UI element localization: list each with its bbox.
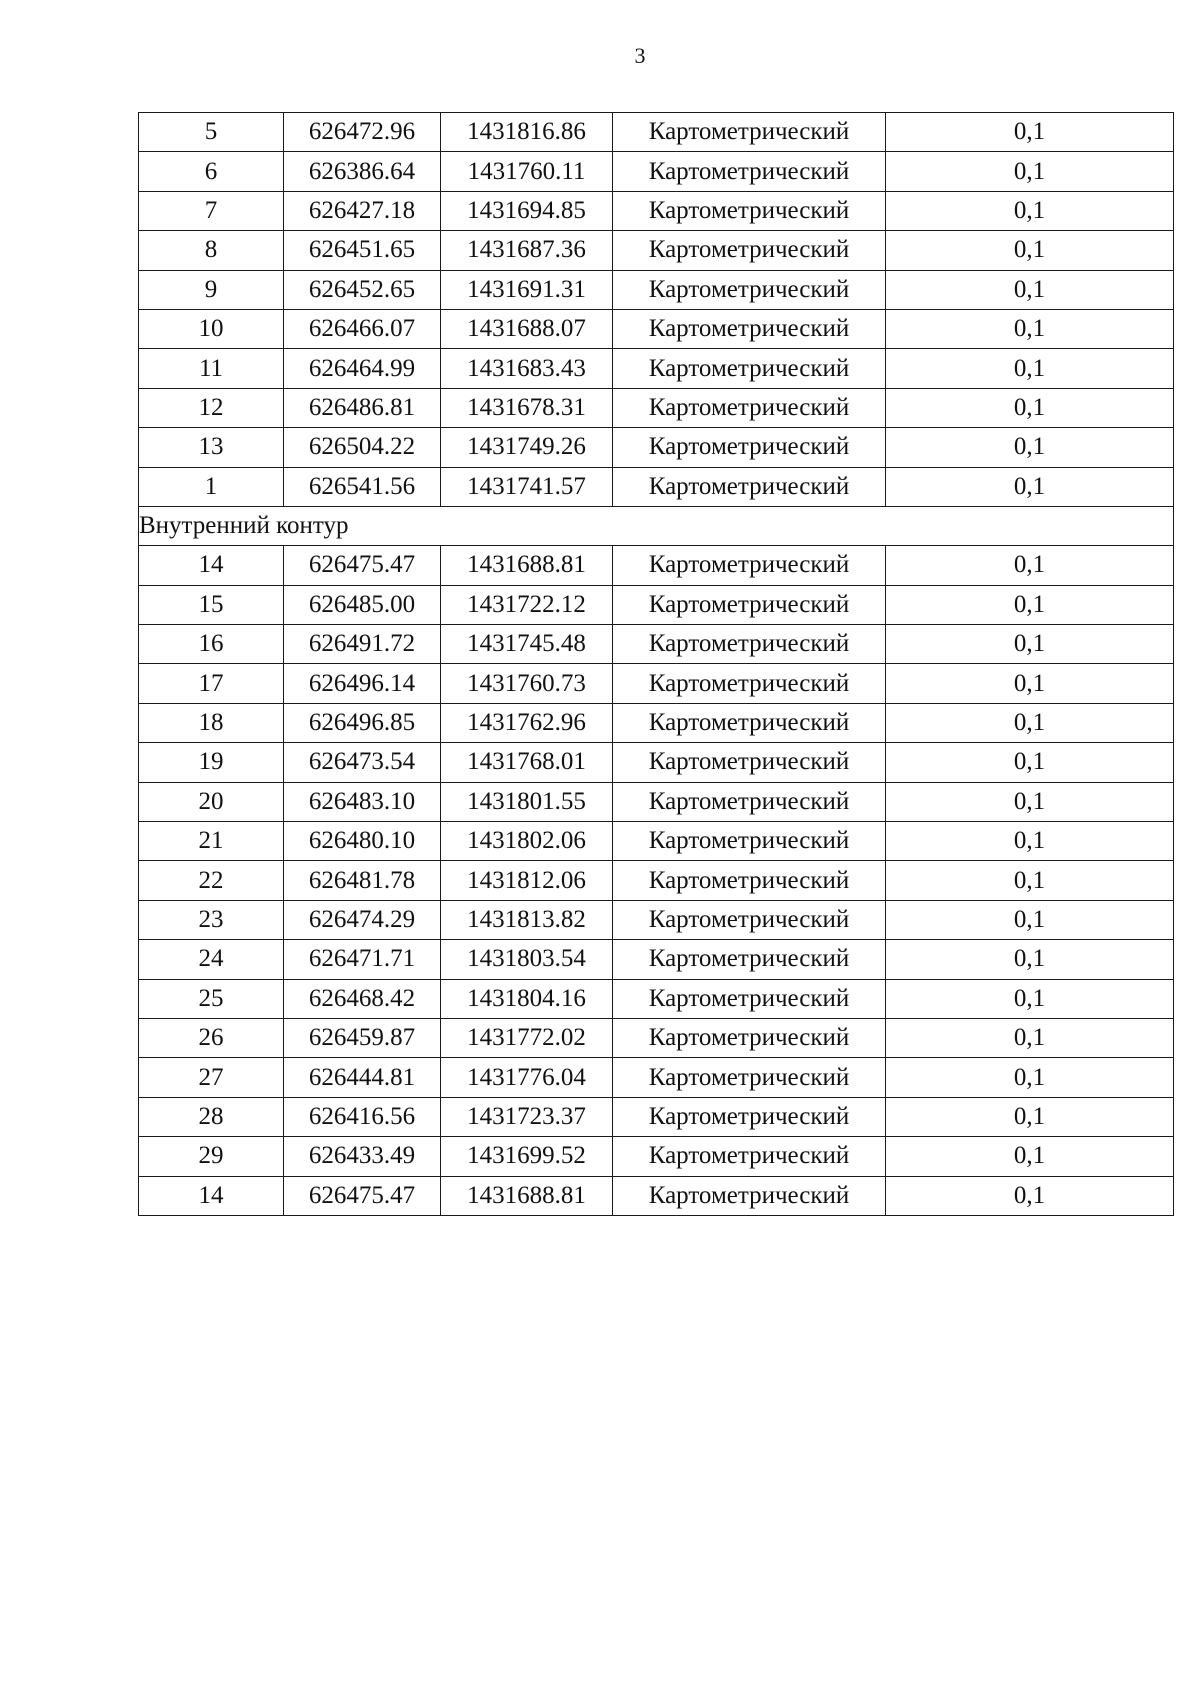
accuracy-cell: 0,1 bbox=[886, 388, 1174, 427]
method-cell: Картометрический bbox=[613, 664, 886, 703]
y-coordinate-cell: 1431694.85 bbox=[441, 191, 613, 230]
y-coordinate-cell: 1431687.36 bbox=[441, 231, 613, 270]
y-coordinate-cell: 1431678.31 bbox=[441, 388, 613, 427]
table-row bbox=[139, 1097, 1174, 1136]
point-number-cell: 14 bbox=[139, 1176, 284, 1215]
accuracy-cell: 0,1 bbox=[886, 979, 1174, 1018]
section-header-row bbox=[139, 506, 1174, 545]
accuracy-cell: 0,1 bbox=[886, 428, 1174, 467]
x-coordinate-cell: 626444.81 bbox=[284, 1058, 441, 1097]
accuracy-cell: 0,1 bbox=[886, 743, 1174, 782]
method-cell: Картометрический bbox=[613, 900, 886, 939]
method-cell: Картометрический bbox=[613, 861, 886, 900]
table-row bbox=[139, 1176, 1174, 1215]
point-number-cell: 1 bbox=[139, 467, 284, 506]
y-coordinate-cell: 1431745.48 bbox=[441, 625, 613, 664]
method-cell: Картометрический bbox=[613, 1097, 886, 1136]
method-cell: Картометрический bbox=[613, 1058, 886, 1097]
point-number-cell: 22 bbox=[139, 861, 284, 900]
y-coordinate-cell: 1431760.73 bbox=[441, 664, 613, 703]
point-number-cell: 18 bbox=[139, 703, 284, 742]
table-row bbox=[139, 388, 1174, 427]
x-coordinate-cell: 626475.47 bbox=[284, 1176, 441, 1215]
accuracy-cell: 0,1 bbox=[886, 152, 1174, 191]
point-number-cell: 26 bbox=[139, 1018, 284, 1057]
point-number-cell: 8 bbox=[139, 231, 284, 270]
x-coordinate-cell: 626471.71 bbox=[284, 940, 441, 979]
point-number-cell: 23 bbox=[139, 900, 284, 939]
method-cell: Картометрический bbox=[613, 270, 886, 309]
x-coordinate-cell: 626491.72 bbox=[284, 625, 441, 664]
method-cell: Картометрический bbox=[613, 388, 886, 427]
y-coordinate-cell: 1431683.43 bbox=[441, 349, 613, 388]
x-coordinate-cell: 626452.65 bbox=[284, 270, 441, 309]
accuracy-cell: 0,1 bbox=[886, 546, 1174, 585]
method-cell: Картометрический bbox=[613, 467, 886, 506]
table-row bbox=[139, 664, 1174, 703]
table-row bbox=[139, 231, 1174, 270]
x-coordinate-cell: 626459.87 bbox=[284, 1018, 441, 1057]
table-row bbox=[139, 940, 1174, 979]
table-row bbox=[139, 1018, 1174, 1057]
x-coordinate-cell: 626541.56 bbox=[284, 467, 441, 506]
point-number-cell: 20 bbox=[139, 782, 284, 821]
table-row bbox=[139, 782, 1174, 821]
accuracy-cell: 0,1 bbox=[886, 349, 1174, 388]
method-cell: Картометрический bbox=[613, 191, 886, 230]
method-cell: Картометрический bbox=[613, 822, 886, 861]
table-row bbox=[139, 979, 1174, 1018]
x-coordinate-cell: 626466.07 bbox=[284, 309, 441, 348]
method-cell: Картометрический bbox=[613, 152, 886, 191]
method-cell: Картометрический bbox=[613, 113, 886, 152]
accuracy-cell: 0,1 bbox=[886, 822, 1174, 861]
accuracy-cell: 0,1 bbox=[886, 664, 1174, 703]
point-number-cell: 21 bbox=[139, 822, 284, 861]
point-number-cell: 10 bbox=[139, 309, 284, 348]
table-row bbox=[139, 585, 1174, 624]
y-coordinate-cell: 1431801.55 bbox=[441, 782, 613, 821]
x-coordinate-cell: 626474.29 bbox=[284, 900, 441, 939]
x-coordinate-cell: 626480.10 bbox=[284, 822, 441, 861]
x-coordinate-cell: 626496.85 bbox=[284, 703, 441, 742]
outer-contour-rows bbox=[139, 113, 1174, 507]
accuracy-cell: 0,1 bbox=[886, 309, 1174, 348]
x-coordinate-cell: 626481.78 bbox=[284, 861, 441, 900]
accuracy-cell: 0,1 bbox=[886, 940, 1174, 979]
table-row bbox=[139, 113, 1174, 152]
y-coordinate-cell: 1431768.01 bbox=[441, 743, 613, 782]
method-cell: Картометрический bbox=[613, 585, 886, 624]
y-coordinate-cell: 1431741.57 bbox=[441, 467, 613, 506]
method-cell: Картометрический bbox=[613, 940, 886, 979]
y-coordinate-cell: 1431688.81 bbox=[441, 1176, 613, 1215]
table-row bbox=[139, 1137, 1174, 1176]
table-row bbox=[139, 703, 1174, 742]
table-row bbox=[139, 1058, 1174, 1097]
method-cell: Картометрический bbox=[613, 428, 886, 467]
point-number-cell: 27 bbox=[139, 1058, 284, 1097]
y-coordinate-cell: 1431803.54 bbox=[441, 940, 613, 979]
point-number-cell: 28 bbox=[139, 1097, 284, 1136]
y-coordinate-cell: 1431813.82 bbox=[441, 900, 613, 939]
y-coordinate-cell: 1431699.52 bbox=[441, 1137, 613, 1176]
accuracy-cell: 0,1 bbox=[886, 1137, 1174, 1176]
point-number-cell: 14 bbox=[139, 546, 284, 585]
point-number-cell: 11 bbox=[139, 349, 284, 388]
point-number-cell: 29 bbox=[139, 1137, 284, 1176]
accuracy-cell: 0,1 bbox=[886, 270, 1174, 309]
point-number-cell: 16 bbox=[139, 625, 284, 664]
x-coordinate-cell: 626475.47 bbox=[284, 546, 441, 585]
method-cell: Картометрический bbox=[613, 1137, 886, 1176]
method-cell: Картометрический bbox=[613, 743, 886, 782]
x-coordinate-cell: 626483.10 bbox=[284, 782, 441, 821]
point-number-cell: 12 bbox=[139, 388, 284, 427]
table-row bbox=[139, 743, 1174, 782]
table-row bbox=[139, 270, 1174, 309]
x-coordinate-cell: 626504.22 bbox=[284, 428, 441, 467]
y-coordinate-cell: 1431760.11 bbox=[441, 152, 613, 191]
coordinates-table bbox=[138, 112, 1174, 1216]
table-row bbox=[139, 152, 1174, 191]
accuracy-cell: 0,1 bbox=[886, 625, 1174, 664]
method-cell: Картометрический bbox=[613, 546, 886, 585]
y-coordinate-cell: 1431762.96 bbox=[441, 703, 613, 742]
method-cell: Картометрический bbox=[613, 1176, 886, 1215]
method-cell: Картометрический bbox=[613, 1018, 886, 1057]
accuracy-cell: 0,1 bbox=[886, 703, 1174, 742]
x-coordinate-cell: 626473.54 bbox=[284, 743, 441, 782]
x-coordinate-cell: 626468.42 bbox=[284, 979, 441, 1018]
method-cell: Картометрический bbox=[613, 309, 886, 348]
point-number-cell: 13 bbox=[139, 428, 284, 467]
accuracy-cell: 0,1 bbox=[886, 861, 1174, 900]
point-number-cell: 6 bbox=[139, 152, 284, 191]
y-coordinate-cell: 1431691.31 bbox=[441, 270, 613, 309]
y-coordinate-cell: 1431688.81 bbox=[441, 546, 613, 585]
point-number-cell: 19 bbox=[139, 743, 284, 782]
table-row bbox=[139, 428, 1174, 467]
accuracy-cell: 0,1 bbox=[886, 1097, 1174, 1136]
y-coordinate-cell: 1431749.26 bbox=[441, 428, 613, 467]
y-coordinate-cell: 1431812.06 bbox=[441, 861, 613, 900]
y-coordinate-cell: 1431816.86 bbox=[441, 113, 613, 152]
point-number-cell: 5 bbox=[139, 113, 284, 152]
y-coordinate-cell: 1431776.04 bbox=[441, 1058, 613, 1097]
y-coordinate-cell: 1431688.07 bbox=[441, 309, 613, 348]
table-row bbox=[139, 861, 1174, 900]
y-coordinate-cell: 1431772.02 bbox=[441, 1018, 613, 1057]
method-cell: Картометрический bbox=[613, 703, 886, 742]
y-coordinate-cell: 1431722.12 bbox=[441, 585, 613, 624]
x-coordinate-cell: 626433.49 bbox=[284, 1137, 441, 1176]
point-number-cell: 24 bbox=[139, 940, 284, 979]
accuracy-cell: 0,1 bbox=[886, 1058, 1174, 1097]
accuracy-cell: 0,1 bbox=[886, 782, 1174, 821]
table-row bbox=[139, 309, 1174, 348]
method-cell: Картометрический bbox=[613, 231, 886, 270]
table-row bbox=[139, 900, 1174, 939]
table-row bbox=[139, 822, 1174, 861]
x-coordinate-cell: 626427.18 bbox=[284, 191, 441, 230]
accuracy-cell: 0,1 bbox=[886, 467, 1174, 506]
accuracy-cell: 0,1 bbox=[886, 113, 1174, 152]
table-row bbox=[139, 467, 1174, 506]
point-number-cell: 25 bbox=[139, 979, 284, 1018]
point-number-cell: 7 bbox=[139, 191, 284, 230]
point-number-cell: 17 bbox=[139, 664, 284, 703]
x-coordinate-cell: 626464.99 bbox=[284, 349, 441, 388]
y-coordinate-cell: 1431723.37 bbox=[441, 1097, 613, 1136]
accuracy-cell: 0,1 bbox=[886, 1176, 1174, 1215]
page-number: 3 bbox=[634, 43, 646, 68]
method-cell: Картометрический bbox=[613, 625, 886, 664]
table-row bbox=[139, 349, 1174, 388]
x-coordinate-cell: 626386.64 bbox=[284, 152, 441, 191]
accuracy-cell: 0,1 bbox=[886, 900, 1174, 939]
y-coordinate-cell: 1431804.16 bbox=[441, 979, 613, 1018]
accuracy-cell: 0,1 bbox=[886, 585, 1174, 624]
table-row bbox=[139, 546, 1174, 585]
table-row bbox=[139, 191, 1174, 230]
x-coordinate-cell: 626496.14 bbox=[284, 664, 441, 703]
method-cell: Картометрический bbox=[613, 782, 886, 821]
inner-contour-section bbox=[139, 506, 1174, 545]
accuracy-cell: 0,1 bbox=[886, 231, 1174, 270]
inner-contour-title: Внутренний контур bbox=[139, 506, 1174, 545]
table-row bbox=[139, 625, 1174, 664]
x-coordinate-cell: 626486.81 bbox=[284, 388, 441, 427]
inner-contour-rows bbox=[139, 546, 1174, 1216]
x-coordinate-cell: 626451.65 bbox=[284, 231, 441, 270]
accuracy-cell: 0,1 bbox=[886, 191, 1174, 230]
y-coordinate-cell: 1431802.06 bbox=[441, 822, 613, 861]
point-number-cell: 9 bbox=[139, 270, 284, 309]
method-cell: Картометрический bbox=[613, 349, 886, 388]
x-coordinate-cell: 626472.96 bbox=[284, 113, 441, 152]
point-number-cell: 15 bbox=[139, 585, 284, 624]
accuracy-cell: 0,1 bbox=[886, 1018, 1174, 1057]
x-coordinate-cell: 626416.56 bbox=[284, 1097, 441, 1136]
x-coordinate-cell: 626485.00 bbox=[284, 585, 441, 624]
method-cell: Картометрический bbox=[613, 979, 886, 1018]
